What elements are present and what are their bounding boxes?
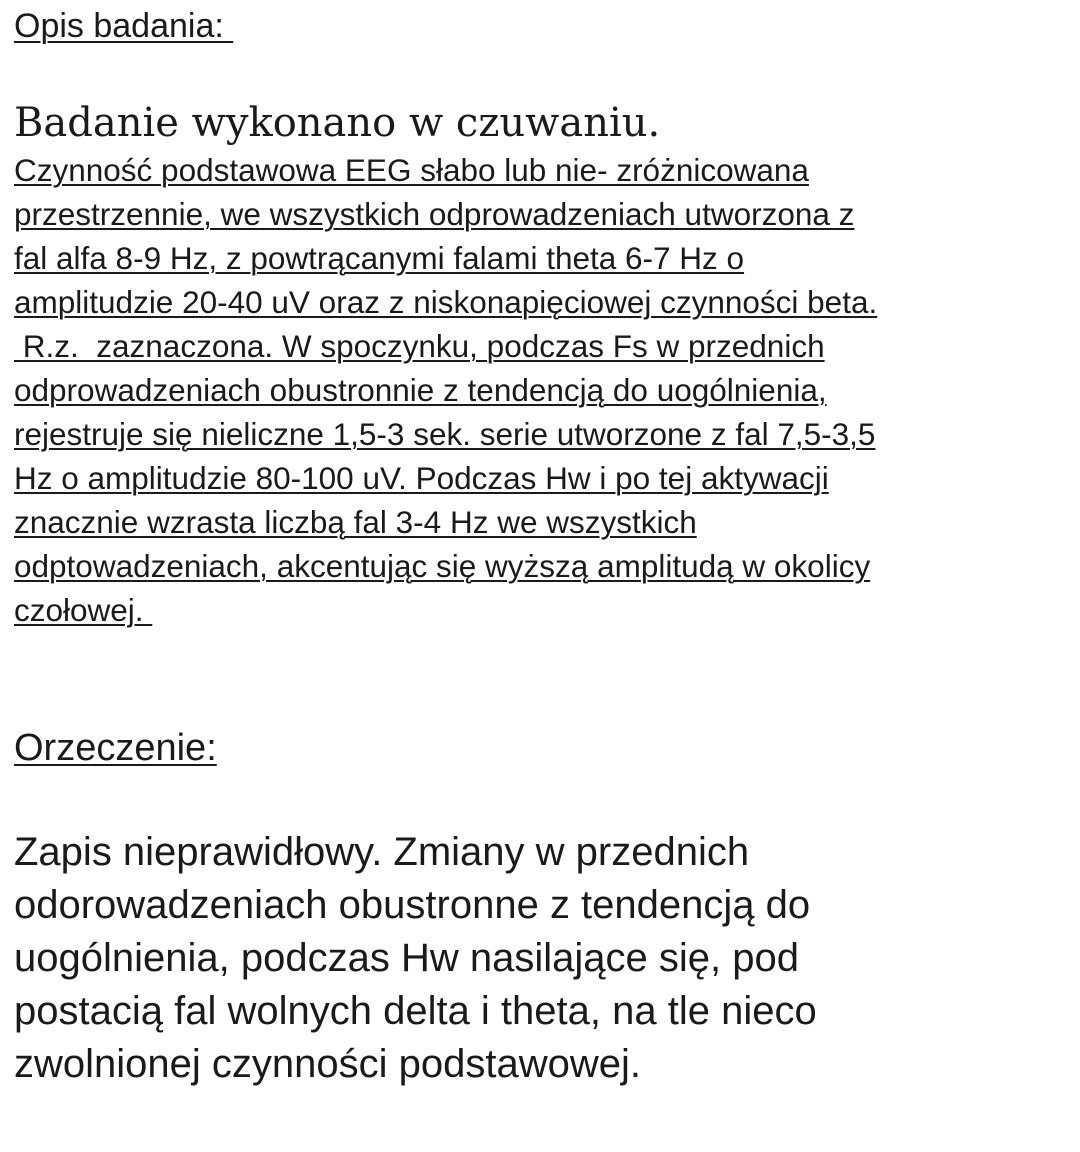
- description-line: odprowadzeniach obustronnie z tendencją do uogólnienia,: [14, 372, 827, 408]
- description-line: Czynność podstawowa EEG słabo lub nie- zróżnicowana: [14, 152, 809, 188]
- description-lead: Badanie wykonano w czuwaniu.: [14, 100, 661, 146]
- description-body: [14, 148, 1064, 632]
- conclusion-line: zwolnionej czynności podstawowej.: [14, 1042, 641, 1086]
- description-line: znacznie wzrasta liczbą fal 3-4 Hz we wszystkich: [14, 504, 697, 540]
- description-line: fal alfa 8-9 Hz, z powtrącanymi falami theta 6-7 Hz o: [14, 240, 745, 276]
- conclusion-line: postacią fal wolnych delta i theta, na tle nieco: [14, 989, 817, 1033]
- conclusion-line: odorowadzeniach obustronne z tendencją do: [14, 883, 811, 927]
- description-line: przestrzennie, we wszystkich odprowadzeniach utworzona z: [14, 196, 855, 232]
- description-line: rejestruje się nieliczne 1,5-3 sek. serie utworzone z fal 7,5-3,5: [14, 416, 876, 452]
- conclusion-heading: Orzeczenie:: [14, 727, 217, 769]
- conclusion-line: uogólnienia, podczas Hw nasilające się, pod: [14, 936, 799, 980]
- description-line: czołowej.: [14, 592, 153, 628]
- description-line: amplitudzie 20-40 uV oraz z niskonapięciowej czynności beta.: [14, 284, 878, 320]
- description-heading: Opis badania:: [14, 7, 234, 45]
- description-line: odptowadzeniach, akcentując się wyższą amplitudą w okolicy: [14, 548, 871, 584]
- conclusion-line: Zapis nieprawidłowy. Zmiany w przednich: [14, 830, 750, 874]
- description-line: Hz o amplitudzie 80-100 uV. Podczas Hw i po tej aktywacji: [14, 460, 829, 496]
- conclusion-body: [14, 826, 1064, 1091]
- description-line: R.z. zaznaczona. W spoczynku, podczas Fs w przednich: [14, 328, 825, 364]
